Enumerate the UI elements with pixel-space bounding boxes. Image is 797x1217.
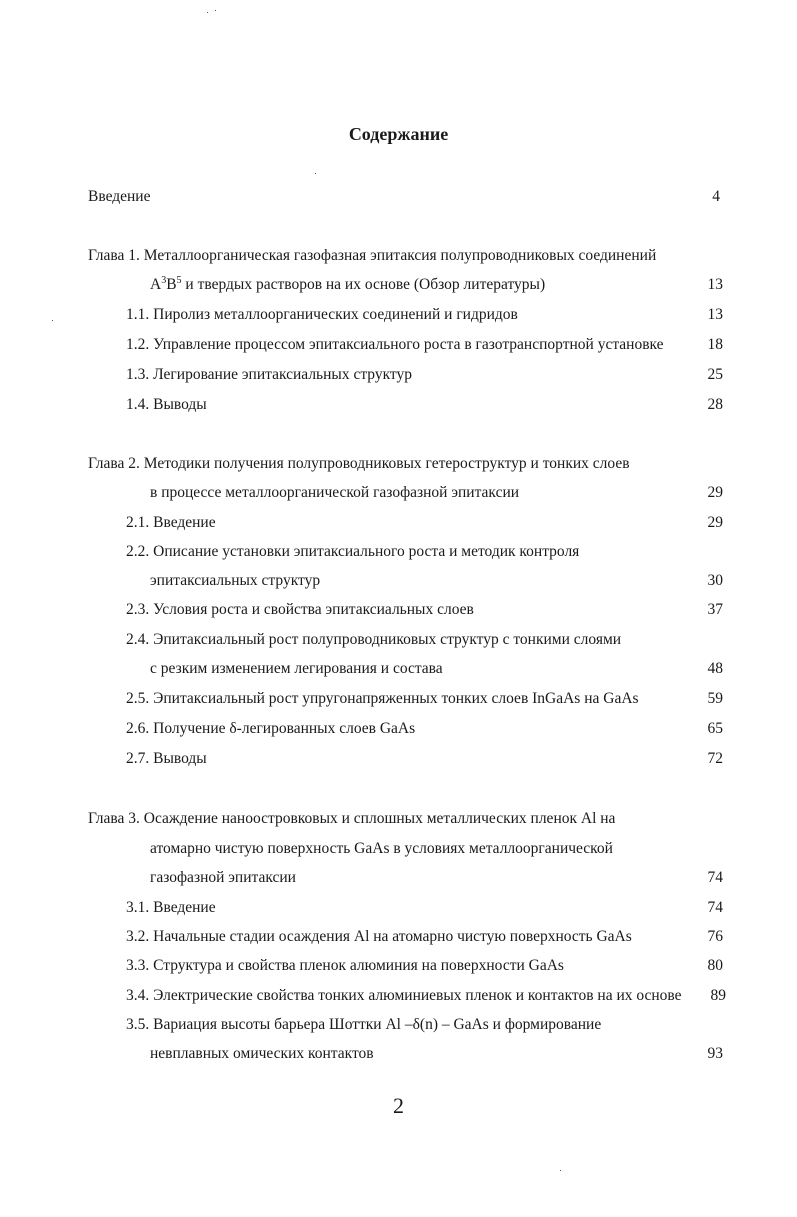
toc-chapter3-title: Глава 3. Осаждение наноостровковых и сплошных металлических пленок Al на — [88, 810, 616, 827]
scan-speck — [207, 12, 208, 13]
scan-speck — [52, 320, 53, 321]
toc-item-label-cont: с резким изменением легирования и состава — [150, 660, 443, 677]
toc-chapter3-page: 74 — [707, 869, 723, 886]
toc-item-page: 25 — [707, 366, 723, 383]
toc-item-label: 1.2. Управление процессом эпитаксиального роста в газотранспортной установке — [126, 336, 664, 353]
toc-item-label: 2.5. Эпитаксиальный рост упругонапряженных тонких слоев InGaAs на GaAs — [126, 690, 639, 707]
toc-item-page: 89 — [710, 987, 726, 1004]
toc-item-page: 37 — [707, 601, 723, 618]
page-title: Содержание — [348, 124, 449, 144]
toc-item-page: 48 — [707, 660, 723, 677]
toc-item-page: 28 — [707, 396, 723, 413]
toc-item-label: 2.4. Эпитаксиальный рост полупроводниковых структур с тонкими слоями — [126, 631, 622, 648]
toc-item-page: 80 — [707, 957, 723, 974]
toc-item-page: 76 — [707, 928, 723, 945]
toc-item-label: 3.5. Вариация высоты барьера Шоттки Al –δ(n) – GaAs и формирование — [126, 1016, 602, 1033]
toc-item-label: 1.3. Легирование эпитаксиальных структур — [126, 366, 412, 383]
toc-item-page: 72 — [707, 750, 723, 767]
toc-chapter1-title: Глава 1. Металлоорганическая газофазная эпитаксия полупроводниковых соединений — [88, 247, 657, 264]
toc-item-page: 30 — [707, 572, 723, 589]
toc-chapter3-title-cont: атомарно чистую поверхность GaAs в условиях металлоорганической — [150, 840, 613, 857]
toc-item-page: 59 — [707, 690, 723, 707]
toc-item-label: 2.3. Условия роста и свойства эпитаксиальных слоев — [126, 601, 474, 618]
toc-intro-label: Введение — [88, 188, 151, 205]
toc-chapter2-title-cont: в процессе металлоорганической газофазной эпитаксии — [150, 484, 520, 501]
toc-item-label: 2.1. Введение — [126, 514, 216, 531]
toc-item-label: 1.4. Выводы — [126, 396, 207, 413]
toc-chapter2-title: Глава 2. Методики получения полупроводниковых гетероструктур и тонких слоев — [88, 455, 630, 472]
toc-chapter2-page: 29 — [707, 484, 723, 501]
toc-item-page: 65 — [707, 720, 723, 737]
toc-item-page: 29 — [707, 514, 723, 531]
toc-item-label-cont: невплавных омических контактов — [150, 1045, 374, 1062]
toc-item-label: 2.2. Описание установки эпитаксиального роста и методик контроля — [126, 543, 580, 560]
toc-item-page: 13 — [707, 306, 723, 323]
toc-item-label: 3.3. Структура и свойства пленок алюминия на поверхности GaAs — [126, 957, 564, 974]
toc-item-label: 3.2. Начальные стадии осаждения Al на атомарно чистую поверхность GaAs — [126, 928, 632, 945]
toc-item-label: 3.4. Электрические свойства тонких алюминиевых пленок и контактов на их основе — [126, 987, 682, 1004]
toc-intro-page: 4 — [712, 188, 720, 205]
toc-chapter1-page: 13 — [707, 276, 723, 293]
toc-item-label: 2.6. Получение δ-легированных слоев GaAs — [126, 720, 416, 737]
page-number: 2 — [393, 1093, 404, 1118]
toc-item-page: 18 — [707, 336, 723, 353]
scan-speck — [560, 1170, 561, 1171]
toc-chapter3-title-cont2: газофазной эпитаксии — [150, 869, 296, 886]
scan-speck — [315, 173, 316, 174]
scan-speck — [215, 10, 216, 11]
toc-item-label: 1.1. Пиролиз металлоорганических соединений и гидридов — [126, 306, 518, 323]
toc-item-label: 3.1. Введение — [126, 899, 216, 916]
toc-chapter1-title-cont: $A^3B^5$ и твердых растворов на их основе (Обзор литературы) — [150, 275, 546, 293]
toc-item-page: 74 — [707, 899, 723, 916]
toc-item-label-cont: эпитаксиальных структур — [150, 572, 321, 589]
toc-item-page: 93 — [707, 1045, 723, 1062]
toc-item-label: 2.7. Выводы — [126, 750, 207, 767]
